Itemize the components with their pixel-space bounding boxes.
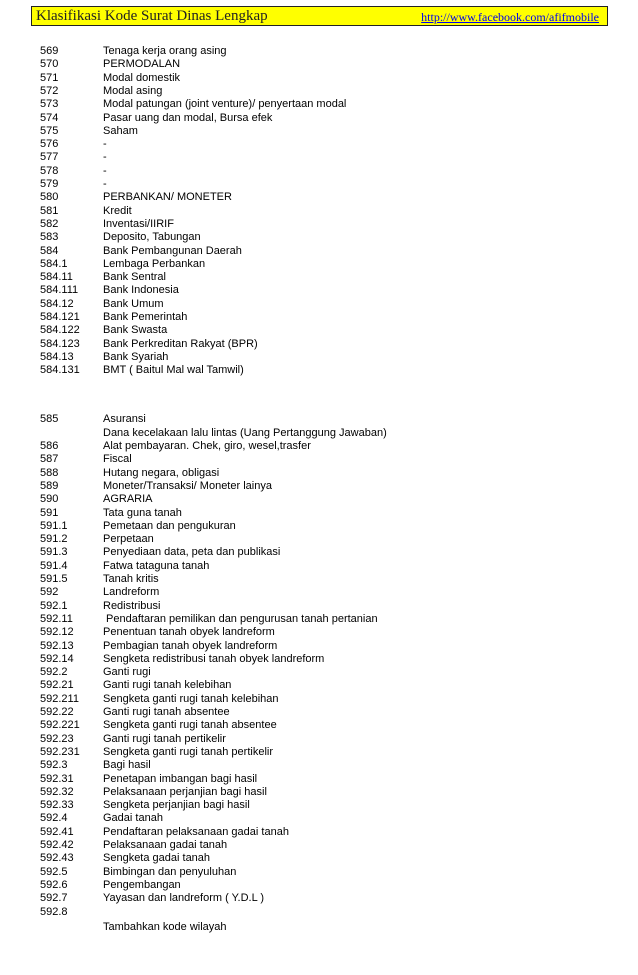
list-item	[0, 151, 638, 164]
item-description: Pengembangan	[103, 878, 181, 891]
item-code: 591.3	[40, 546, 68, 559]
item-description: Gadai tanah	[103, 812, 163, 825]
item-code: 592.231	[40, 745, 80, 758]
item-description: Moneter/Transaksi/ Moneter lainya	[103, 479, 272, 492]
list-item	[0, 560, 638, 573]
item-description: Bank Syariah	[103, 350, 169, 363]
item-code: 591.1	[40, 519, 68, 532]
list-item	[0, 640, 638, 653]
item-code: 578	[40, 164, 59, 177]
list-item	[0, 773, 638, 786]
item-description: Alat pembayaran. Chek, giro, wesel,trasfer	[103, 440, 311, 452]
item-code: 592.211	[40, 692, 79, 705]
item-code: 592.33	[40, 799, 74, 812]
item-description: Sengketa ganti rugi tanah pertikelir	[103, 745, 273, 758]
list-item	[0, 839, 638, 852]
list-item	[0, 351, 638, 364]
list-item	[0, 427, 638, 440]
item-code: 592.22	[40, 706, 74, 718]
item-description: -	[103, 151, 107, 164]
item-description: Sengketa perjanjian bagi hasil	[103, 799, 250, 812]
item-description: Hutang negara, obligasi	[103, 466, 220, 479]
list-item	[0, 906, 638, 919]
item-description: Yayasan dan landreform ( Y.D.L )	[103, 892, 265, 905]
list-item	[0, 45, 638, 58]
item-code: 584.131	[40, 364, 80, 377]
item-description: Bank Pemerintah	[103, 311, 188, 323]
item-code: 592.42	[40, 839, 74, 851]
item-code: 592.2	[40, 666, 68, 679]
item-description: Penentuan tanah obyek landreform	[103, 626, 275, 639]
item-code: 592.6	[40, 878, 68, 891]
item-code: 592	[40, 586, 59, 599]
item-code: 592.14	[40, 652, 74, 665]
item-description: Modal asing	[103, 84, 163, 97]
list-item	[0, 467, 638, 480]
item-code: 592.8	[40, 905, 68, 918]
item-description: -	[103, 138, 107, 151]
item-code: 592.32	[40, 785, 74, 798]
item-code: 592.11	[40, 612, 73, 625]
list-item	[0, 693, 638, 706]
list-item	[0, 98, 638, 111]
item-code: 588	[40, 466, 59, 479]
item-description: Pasar uang dan modal, Bursa efek	[103, 111, 273, 124]
item-code: 579	[40, 178, 59, 190]
item-code: 571	[40, 71, 59, 84]
item-code: 574	[40, 111, 59, 124]
item-code: 592.5	[40, 865, 68, 878]
item-code: 591	[40, 506, 59, 519]
item-description: -	[103, 178, 107, 190]
list-item	[0, 826, 638, 839]
facebook-link[interactable]: http://www.facebook.com/afifmobile	[421, 10, 599, 24]
list-item	[0, 507, 638, 520]
item-code: 573	[40, 98, 59, 111]
item-code: 592.31	[40, 772, 74, 785]
list-item	[0, 892, 638, 905]
list-item	[0, 311, 638, 324]
item-code: 584.11	[40, 271, 73, 284]
item-description: Bank Perkreditan Rakyat (BPR)	[103, 337, 258, 350]
list-item	[0, 546, 638, 559]
list-item	[0, 440, 638, 453]
item-code: 582	[40, 217, 59, 230]
item-description: Bank Sentral	[103, 271, 166, 284]
item-code: 584.123	[40, 337, 80, 350]
list-item	[0, 284, 638, 297]
list-item	[0, 653, 638, 666]
item-description: Bank Umum	[103, 297, 164, 310]
item-description: Pembagian tanah obyek landreform	[103, 639, 278, 652]
item-description: Redistribusi	[103, 599, 161, 612]
item-code: 592.43	[40, 852, 74, 865]
item-description: Tanah kritis	[103, 573, 159, 585]
item-description: Ganti rugi tanah absentee	[103, 706, 230, 718]
list-item	[0, 165, 638, 178]
list-item	[0, 879, 638, 892]
item-description: Sengketa ganti rugi tanah kelebihan	[103, 692, 279, 705]
list-item	[0, 231, 638, 244]
item-description: Saham	[103, 124, 138, 137]
item-code: 570	[40, 58, 59, 71]
list-item	[0, 85, 638, 98]
item-code: 592.4	[40, 812, 68, 825]
item-description: Bank Swasta	[103, 324, 168, 337]
list-item	[0, 72, 638, 85]
item-code: 591.2	[40, 533, 68, 546]
list-item	[0, 58, 638, 71]
item-description: Pemetaan dan pengukuran	[103, 519, 236, 532]
list-item	[0, 626, 638, 639]
list-item	[0, 812, 638, 825]
list-item	[0, 746, 638, 759]
item-description: Dana kecelakaan lalu lintas (Uang Pertanggung Jawaban)	[103, 426, 387, 439]
item-description: Fiscal	[103, 453, 132, 466]
list-item	[0, 112, 638, 125]
item-code: 592.1	[40, 599, 68, 612]
list-item	[0, 245, 638, 258]
list-item	[0, 364, 638, 377]
list-item	[0, 298, 638, 311]
item-description: Modal patungan (joint venture)/ penyertaan modal	[103, 98, 347, 111]
item-code: 587	[40, 453, 59, 466]
item-description: Kredit	[103, 204, 132, 217]
list-item	[0, 324, 638, 337]
item-code: 580	[40, 191, 59, 204]
list-item	[0, 586, 638, 599]
list-item	[0, 706, 638, 719]
item-description: Penetapan imbangan bagi hasil	[103, 772, 258, 785]
item-code: 569	[40, 45, 59, 57]
item-description: Ganti rugi tanah kelebihan	[103, 679, 232, 692]
list-item	[0, 759, 638, 772]
item-code: 592.21	[40, 679, 74, 692]
item-description: Fatwa tataguna tanah	[103, 559, 210, 572]
item-code: 589	[40, 479, 59, 492]
item-description: BMT ( Baitul Mal wal Tamwil)	[103, 364, 244, 377]
list-item	[0, 258, 638, 271]
item-description: Sengketa ganti rugi tanah absentee	[103, 719, 277, 732]
list-item	[0, 493, 638, 506]
item-description: Bank Pembangunan Daerah	[103, 244, 242, 257]
item-description: Lembaga Perbankan	[103, 257, 206, 270]
list-item	[0, 138, 638, 151]
item-code: 591.5	[40, 573, 68, 585]
item-code: 584.13	[40, 350, 74, 363]
list-item	[0, 613, 638, 626]
list-item	[0, 573, 638, 586]
item-code: 583	[40, 231, 59, 244]
item-description: Pelaksanaan gadai tanah	[103, 839, 228, 851]
item-code: 592.41	[40, 825, 74, 838]
list-item	[0, 719, 638, 732]
item-code: 577	[40, 151, 59, 164]
item-description: Penyediaan data, peta dan publikasi	[103, 546, 281, 559]
list-item	[0, 921, 638, 934]
list-item	[0, 453, 638, 466]
list-item	[0, 799, 638, 812]
list-item	[0, 125, 638, 138]
item-description: Tambahkan kode wilayah	[103, 920, 227, 933]
item-description: Modal domestik	[103, 71, 181, 84]
list-item	[0, 191, 638, 204]
list-item	[0, 480, 638, 493]
item-code: 584.1	[40, 257, 68, 270]
item-code: 592.3	[40, 759, 68, 772]
item-description: Pendaftaran pelaksanaan gadai tanah	[103, 825, 289, 838]
list-item	[0, 520, 638, 533]
item-code: 590	[40, 493, 59, 506]
item-description: Tata guna tanah	[103, 506, 182, 519]
item-description: PERBANKAN/ MONETER	[103, 191, 232, 204]
item-description: Landreform	[103, 586, 160, 599]
list-item	[0, 178, 638, 191]
list-item	[0, 338, 638, 351]
list-item	[0, 733, 638, 746]
list-item	[0, 866, 638, 879]
item-code: 584.122	[40, 324, 80, 337]
item-description: PERMODALAN	[103, 58, 181, 71]
header-title: Klasifikasi Kode Surat Dinas Lengkap	[36, 8, 268, 24]
item-code: 592.7	[40, 892, 68, 905]
item-code: 581	[40, 204, 59, 217]
item-code: 584	[40, 244, 59, 257]
item-description: Ganti rugi tanah pertikelir	[103, 732, 226, 745]
item-description: Pendaftaran pemilikan dan pengurusan tanah pertanian	[103, 612, 378, 625]
item-description: Inventasi/IIRIF	[103, 217, 174, 230]
item-description: Bagi hasil	[103, 759, 151, 772]
list-item	[0, 218, 638, 231]
item-code: 592.221	[40, 719, 80, 732]
item-description: Bank Indonesia	[103, 284, 179, 297]
list-item	[0, 600, 638, 613]
list-item	[0, 852, 638, 865]
item-code: 592.23	[40, 732, 74, 745]
item-description: Tenaga kerja orang asing	[103, 45, 227, 57]
item-code: 585	[40, 413, 59, 426]
item-description: Asuransi	[103, 413, 146, 426]
list-item	[0, 786, 638, 799]
list-item	[0, 666, 638, 679]
item-description: Ganti rugi	[103, 666, 151, 679]
item-code: 575	[40, 124, 59, 137]
item-description: Pelaksanaan perjanjian bagi hasil	[103, 785, 267, 798]
item-code: 576	[40, 138, 59, 151]
item-code: 586	[40, 440, 59, 452]
item-code: 592.13	[40, 639, 74, 652]
list-item	[0, 679, 638, 692]
item-description: -	[103, 164, 107, 177]
list-item	[0, 205, 638, 218]
item-description: AGRARIA	[103, 493, 153, 506]
list-item	[0, 533, 638, 546]
item-code: 584.121	[40, 311, 80, 323]
item-code: 584.111	[40, 284, 79, 297]
item-description: Bimbingan dan penyuluhan	[103, 865, 237, 878]
list-item	[0, 271, 638, 284]
item-code: 591.4	[40, 559, 68, 572]
item-description: Sengketa gadai tanah	[103, 852, 211, 865]
item-code: 584.12	[40, 297, 74, 310]
item-description: Deposito, Tabungan	[103, 231, 201, 244]
item-code: 572	[40, 84, 59, 97]
item-code: 592.12	[40, 626, 74, 639]
item-description: Perpetaan	[103, 533, 154, 546]
list-item	[0, 413, 638, 426]
item-description: Sengketa redistribusi tanah obyek landreform	[103, 652, 325, 665]
